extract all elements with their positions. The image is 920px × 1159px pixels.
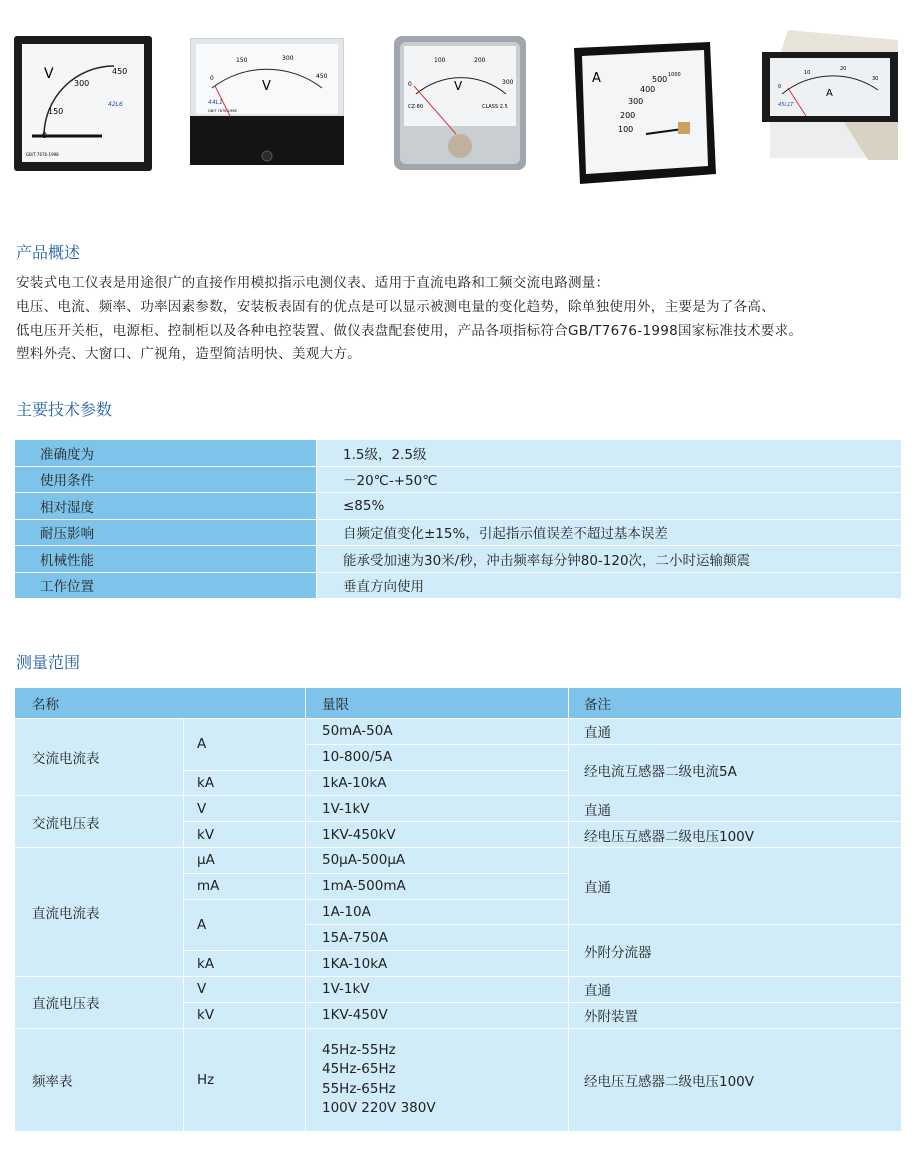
note-cell: 直通 xyxy=(568,977,901,1003)
limit-cell: 1V-1kV xyxy=(305,977,568,1003)
table-row xyxy=(15,796,901,822)
dc-voltage-name: 直流电压表 xyxy=(15,977,183,1029)
meter-3-footer: CLASS 2.5 xyxy=(482,104,508,110)
limit-cell xyxy=(305,1029,568,1132)
unit-cell: A xyxy=(183,900,305,952)
meter-2-tick: 450 xyxy=(316,73,328,80)
specs-table xyxy=(15,440,901,599)
spec-value: ≤85% xyxy=(316,493,901,520)
limit-cell: 15A-750A xyxy=(305,925,568,951)
unit-cell: μA xyxy=(183,848,305,874)
table-row xyxy=(15,573,901,600)
meter-1-tick: 150 xyxy=(48,107,64,116)
frequency-name: 频率表 xyxy=(15,1029,183,1132)
meter-1-tick: 300 xyxy=(74,79,90,88)
meter-5-tick: 0 xyxy=(778,84,782,90)
meter-2-tick: 150 xyxy=(236,57,248,64)
note-cell: 外附装置 xyxy=(568,1003,901,1029)
overview-line: 安装式电工仪表是用途很广的直接作用模拟指示电测仪表、适用于直流电路和工频交流电路测量： xyxy=(16,275,610,291)
meter-5-tick: 30 xyxy=(872,76,879,82)
meter-2-tick: 300 xyxy=(282,55,294,62)
note-cell: 经电压互感器二级电压100V xyxy=(568,822,901,848)
unit-cell: V xyxy=(183,796,305,822)
note-cell: 直通 xyxy=(568,719,901,745)
range-table xyxy=(15,688,901,1132)
meter-3-tick: 100 xyxy=(434,57,446,64)
meter-1-tick: 450 xyxy=(112,67,128,76)
unit-cell: kA xyxy=(183,951,305,977)
meter-2-unit: V xyxy=(262,79,271,94)
meter-image-1 xyxy=(14,36,152,171)
spec-key: 耐压影响 xyxy=(15,520,316,547)
note-cell: 直通 xyxy=(568,796,901,822)
header-note: 备注 xyxy=(568,688,901,719)
overview-title: 产品概述 xyxy=(16,243,81,262)
table-row xyxy=(15,848,901,874)
table-row xyxy=(15,546,901,573)
note-cell: 直通 xyxy=(568,848,901,925)
table-row xyxy=(15,520,901,547)
spec-value: 自频定值变化±15%，引起指示值误差不超过基本误差 xyxy=(316,520,901,547)
overview-line: 电压、电流、频率、功率因素参数，安装板表固有的优点是可以显示被测电量的变化趋势，除单独使用外，主要是为了各高、 xyxy=(16,298,775,315)
meter-4-tick: 500 xyxy=(652,75,668,84)
note-cell: 外附分流器 xyxy=(568,925,901,977)
table-header-row xyxy=(15,688,901,719)
meter-3-tick: 0 xyxy=(408,81,412,88)
spec-value: 1.5级，2.5级 xyxy=(316,440,901,467)
ac-current-name: 交流电流表 xyxy=(15,719,183,796)
meter-2-footer: GB/T 7676-1998 xyxy=(208,109,237,113)
limit-cell: 1KA-10kA xyxy=(305,951,568,977)
frequency-line: 45Hz-55Hz xyxy=(322,1041,396,1058)
unit-cell: mA xyxy=(183,874,305,900)
spec-value: －20℃-+50℃ xyxy=(316,467,901,494)
ac-voltage-name: 交流电压表 xyxy=(15,796,183,848)
limit-cell: 1A-10A xyxy=(305,900,568,926)
frequency-line: 45Hz-65Hz xyxy=(322,1061,396,1078)
frequency-line: 100V 220V 380V xyxy=(322,1100,436,1117)
spec-value: 垂直方向使用 xyxy=(316,573,901,600)
meter-4-tick: 300 xyxy=(628,97,644,106)
meter-1-tick: 0 xyxy=(42,131,48,140)
frequency-line: 55Hz-65Hz xyxy=(322,1080,396,1097)
spec-key: 相对湿度 xyxy=(15,493,316,520)
overview-text xyxy=(16,272,911,367)
header-limit: 量限 xyxy=(305,688,568,719)
dc-current-name: 直流电流表 xyxy=(15,848,183,977)
unit-cell: A xyxy=(183,719,305,771)
meter-3-tick: 300 xyxy=(502,79,514,86)
meter-1-unit: V xyxy=(44,66,54,82)
limit-cell: 1mA-500mA xyxy=(305,874,568,900)
limit-cell: 50mA-50A xyxy=(305,719,568,745)
limit-cell: 1KV-450V xyxy=(305,1003,568,1029)
meter-image-3 xyxy=(394,36,526,170)
table-row xyxy=(15,977,901,1003)
meter-2-brand: 44L1 xyxy=(208,99,223,106)
spec-value: 能承受加速为30米/秒，冲击频率每分钟80-120次，二小时运输颠震 xyxy=(316,546,901,573)
unit-cell: V xyxy=(183,977,305,1003)
table-row xyxy=(15,440,901,467)
limit-cell: 1KV-450kV xyxy=(305,822,568,848)
meter-1-footer: GB/T 7676-1998 xyxy=(26,152,59,157)
meter-4-tick: 1000 xyxy=(668,72,681,78)
header-name: 名称 xyxy=(15,688,305,719)
limit-cell: 1kA-10kA xyxy=(305,771,568,797)
meter-4-tick: 200 xyxy=(620,111,636,120)
meter-4-tick: 400 xyxy=(640,85,656,94)
range-title: 测量范围 xyxy=(16,653,81,672)
limit-cell: 10-800/5A xyxy=(305,745,568,771)
limit-cell: 50μA-500μA xyxy=(305,848,568,874)
meter-2-tick: 0 xyxy=(210,75,214,82)
table-row xyxy=(15,493,901,520)
overview-line: 塑料外壳、大窗口、广视角，造型简洁明快、美观大方。 xyxy=(16,346,361,363)
meter-3-unit: V xyxy=(454,79,463,93)
meter-1-brand: 42L6 xyxy=(108,101,123,108)
spec-key: 使用条件 xyxy=(15,467,316,494)
meter-5-tick: 10 xyxy=(804,70,811,76)
meter-5-unit: A xyxy=(826,88,833,99)
spec-key: 准确度为 xyxy=(15,440,316,467)
meter-4-tick: 100 xyxy=(618,125,634,134)
meter-5-brand: 45L1T xyxy=(778,102,794,108)
overview-line: 低电压开关柜，电源柜、控制柜以及各种电控装置、做仪表盘配套使用，产品各项指标符合GB/T7676-1998国家标准技术要求。 xyxy=(16,322,803,339)
table-row xyxy=(15,1029,901,1132)
spec-key: 机械性能 xyxy=(15,546,316,573)
unit-cell: kV xyxy=(183,1003,305,1029)
spec-key: 工作位置 xyxy=(15,573,316,600)
product-gallery xyxy=(0,0,920,200)
meter-4-unit: A xyxy=(592,71,601,86)
specs-title: 主要技术参数 xyxy=(16,400,113,419)
meter-image-4 xyxy=(570,42,716,184)
table-row xyxy=(15,719,901,745)
unit-cell: kV xyxy=(183,822,305,848)
unit-cell: Hz xyxy=(183,1029,305,1132)
meter-3-tick: 200 xyxy=(474,57,486,64)
meter-image-2 xyxy=(190,38,344,165)
note-cell: 经电流互感器二级电流5A xyxy=(568,745,901,797)
limit-cell: 1V-1kV xyxy=(305,796,568,822)
table-row xyxy=(15,467,901,494)
meter-image-5 xyxy=(748,30,906,168)
meter-3-brand: CZ-80 xyxy=(408,104,423,110)
meter-5-tick: 20 xyxy=(840,66,847,72)
note-cell: 经电压互感器二级电压100V xyxy=(568,1029,901,1132)
unit-cell: kA xyxy=(183,771,305,797)
